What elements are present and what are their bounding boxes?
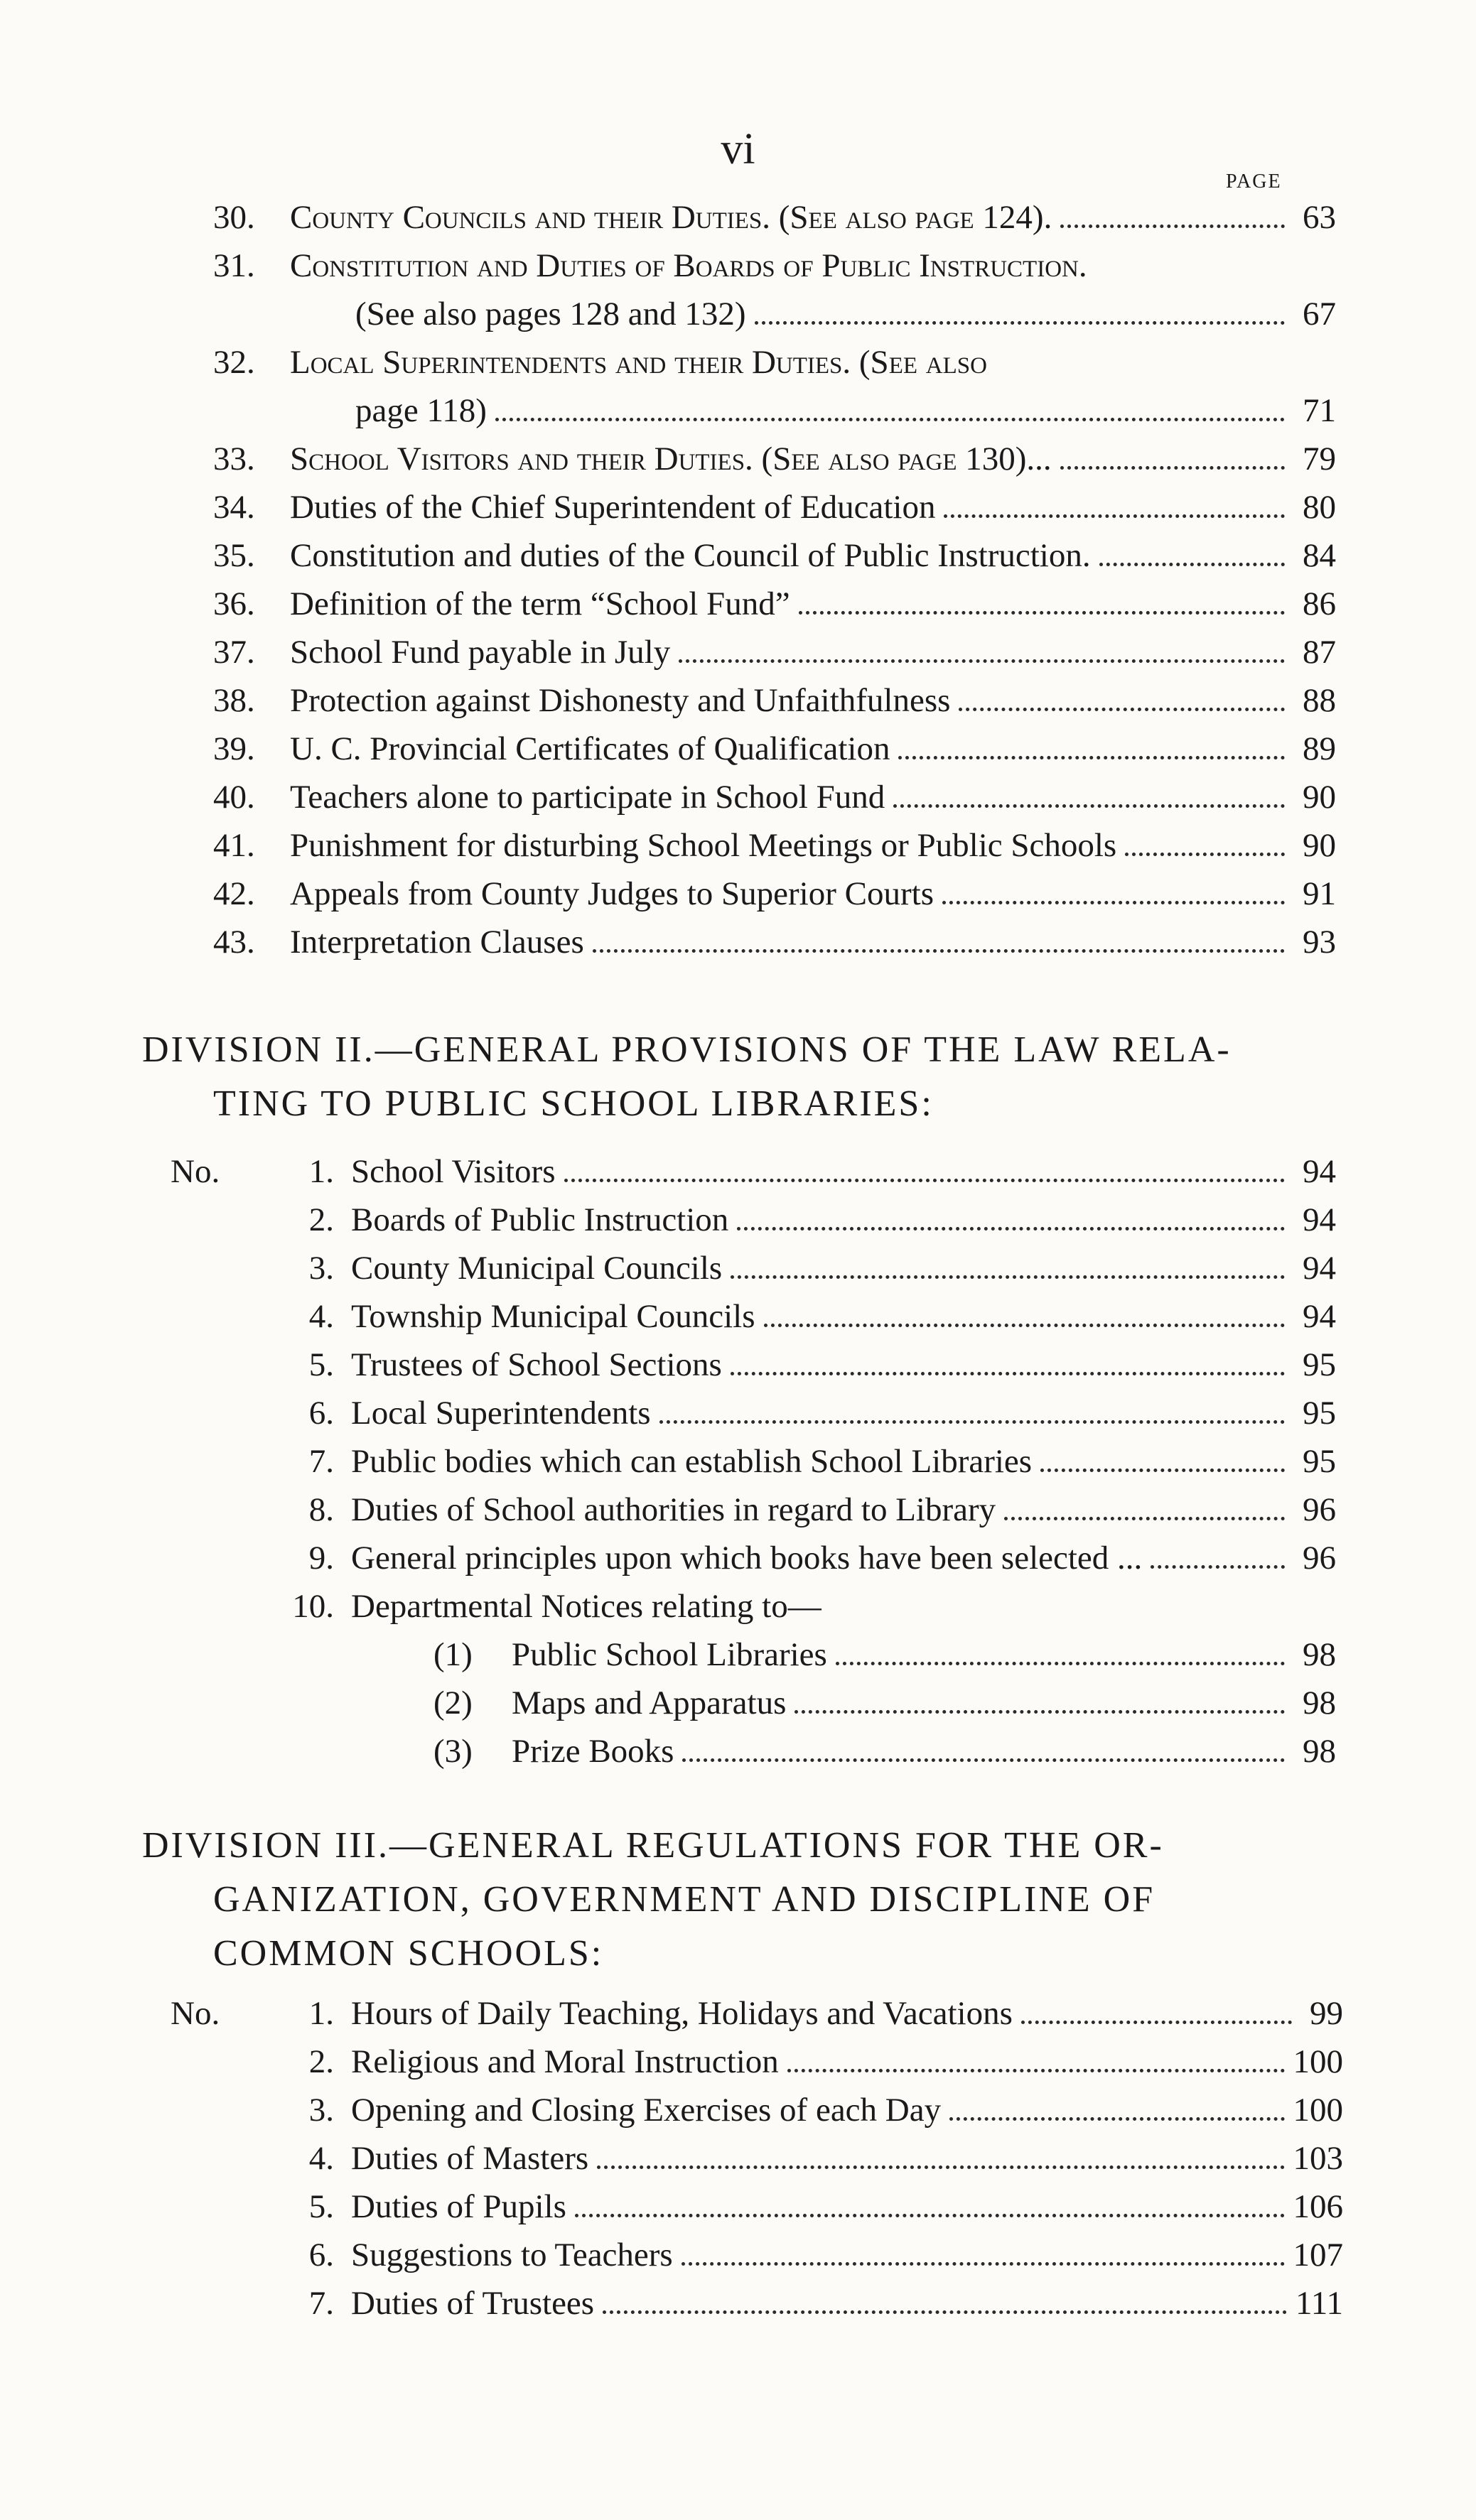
dot-leader (682, 1758, 1285, 1762)
dot-leader (944, 514, 1285, 518)
division-3-heading (142, 1819, 1308, 1981)
entry-title: Appeals from County Judges to Superior Courts (290, 875, 934, 912)
contents-entry (213, 242, 1336, 290)
notice-entry (171, 1679, 1336, 1727)
dot-leader (949, 2117, 1284, 2121)
dot-leader (564, 1179, 1286, 1182)
no-label: No. (171, 1153, 220, 1190)
entry-title: Duties of Masters (351, 2140, 589, 2177)
entry-number: 2. (308, 1201, 334, 1238)
notice-entry (171, 1727, 1336, 1775)
contents-entry (171, 1534, 1336, 1582)
entry-page: 95 (1303, 1346, 1336, 1383)
entry-page: 99 (1310, 1995, 1343, 2032)
contents-entry (171, 1196, 1336, 1244)
entry-number: 32. (213, 344, 255, 381)
entry-title: Punishment for disturbing School Meetings or Public Schools (290, 827, 1117, 864)
entry-page: 91 (1303, 875, 1336, 912)
entry-title: Constitution and duties of the Council of Public Instruction. (290, 537, 1091, 574)
entry-title: Opening and Closing Exercises of each Day (351, 2092, 942, 2129)
dot-leader (1004, 1517, 1285, 1520)
dot-leader (1060, 225, 1285, 228)
entry-title: School Visitors and their Duties. (See also page 130)... (290, 440, 1052, 477)
entry-page: 93 (1303, 924, 1336, 961)
entry-title: Trustees of School Sections (351, 1346, 722, 1383)
entry-title: Duties of School authorities in regard to Library (351, 1491, 996, 1528)
contents-entry (171, 2279, 1343, 2327)
contents-entry (213, 725, 1336, 773)
contents-entry (171, 2134, 1343, 2183)
entry-title: Township Municipal Councils (351, 1298, 755, 1335)
notice-number: (1) (433, 1636, 473, 1673)
entry-page: 106 (1293, 2188, 1343, 2225)
entry-number: 7. (308, 1443, 334, 1480)
entry-title: page 118) (355, 392, 487, 429)
contents-entry (213, 580, 1336, 628)
entry-number: 7. (308, 2285, 334, 2322)
division-3-heading-line1: DIVISION III.—GENERAL REGULATIONS FOR THE OR- (142, 1825, 1164, 1866)
dot-leader (1151, 1565, 1285, 1569)
contents-entry (171, 1147, 1336, 1196)
entry-number: 33. (213, 440, 255, 477)
contents-entry (213, 435, 1336, 483)
page-column-label: PAGE (1226, 171, 1282, 193)
entry-title: Definition of the term “School Fund” (290, 585, 790, 622)
dot-leader (893, 804, 1285, 808)
entry-page: 87 (1303, 634, 1336, 671)
contents-entry (213, 773, 1336, 821)
contents-list-division-3 (171, 1989, 1343, 2327)
entry-title: Boards of Public Instruction (351, 1201, 729, 1238)
entry-number: 30. (213, 199, 255, 236)
division-2-heading-line1: DIVISION II.—GENERAL PROVISIONS OF THE LAW RELA- (142, 1029, 1232, 1070)
notice-number: (2) (433, 1684, 473, 1721)
entry-page: 71 (1303, 392, 1336, 429)
dot-leader (959, 708, 1285, 711)
entry-number: 38. (213, 682, 255, 719)
notice-entry (171, 1631, 1336, 1679)
dot-leader (836, 1662, 1285, 1665)
contents-entry (171, 1989, 1343, 2038)
entry-number: 35. (213, 537, 255, 574)
entry-title: School Visitors (351, 1153, 556, 1190)
dot-leader (898, 756, 1285, 759)
entry-number: 4. (308, 1298, 334, 1335)
entry-number: 2. (308, 2043, 334, 2080)
entry-page: 67 (1303, 296, 1336, 332)
contents-entry (213, 483, 1336, 531)
entry-number: 42. (213, 875, 255, 912)
entry-number: 6. (308, 2237, 334, 2273)
entry-page: 107 (1293, 2237, 1343, 2273)
entry-number: 6. (308, 1395, 334, 1432)
entry-page: 96 (1303, 1540, 1336, 1577)
contents-entry (171, 1292, 1336, 1341)
entry-number: 5. (308, 2188, 334, 2225)
dot-leader (764, 1324, 1285, 1327)
entry-page: 111 (1295, 2285, 1343, 2322)
entry-number: 5. (308, 1346, 334, 1383)
entry-title: Public bodies which can establish School Libraries (351, 1443, 1033, 1480)
entry-title: Duties of Trustees (351, 2285, 595, 2322)
page-number: vi (721, 125, 755, 173)
dot-leader (1125, 853, 1285, 856)
entry-page: 94 (1303, 1298, 1336, 1335)
contents-entry (213, 290, 1336, 338)
contents-entry (213, 821, 1336, 870)
dot-leader (593, 949, 1285, 953)
dot-leader (737, 1227, 1285, 1231)
entry-title: General principles upon which books have been selected ... (351, 1540, 1143, 1577)
contents-entry (213, 676, 1336, 725)
division-2-heading (142, 1023, 1308, 1131)
contents-entry (171, 1244, 1336, 1292)
contents-entry (171, 1389, 1336, 1437)
entry-title: Hours of Daily Teaching, Holidays and Vacations (351, 1995, 1013, 2032)
entry-page: 95 (1303, 1395, 1336, 1432)
division-3-heading-line2: GANIZATION, GOVERNMENT AND DISCIPLINE OF (213, 1879, 1156, 1920)
dot-leader (603, 2310, 1287, 2314)
entry-title: County Councils and their Duties. (See also page 124). (290, 199, 1052, 236)
entry-page: 84 (1303, 537, 1336, 574)
entry-title: Suggestions to Teachers (351, 2237, 673, 2273)
division-3-heading-line3: COMMON SCHOOLS: (213, 1933, 604, 1974)
contents-entry (171, 1486, 1336, 1534)
entry-title: Protection against Dishonesty and Unfaithfulness (290, 682, 951, 719)
notice-page: 98 (1303, 1636, 1336, 1673)
entry-page: 90 (1303, 779, 1336, 816)
entry-title: County Municipal Councils (351, 1250, 723, 1287)
entry-number: 36. (213, 585, 255, 622)
entry-number: 40. (213, 779, 255, 816)
notice-page: 98 (1303, 1684, 1336, 1721)
entry-title: Duties of the Chief Superintendent of Education (290, 489, 936, 526)
dot-leader (597, 2165, 1284, 2169)
entry-title: (See also pages 128 and 132) (355, 296, 746, 332)
dot-leader (731, 1275, 1285, 1279)
entry-number: 39. (213, 730, 255, 767)
entry-number: 43. (213, 924, 255, 961)
entry-number: 8. (308, 1491, 334, 1528)
dot-leader (731, 1372, 1285, 1375)
entry-number: 9. (308, 1540, 334, 1577)
entry-page: 94 (1303, 1250, 1336, 1287)
entry-title: Departmental Notices relating to— (351, 1588, 822, 1625)
entry-page: 88 (1303, 682, 1336, 719)
entry-page: 94 (1303, 1153, 1336, 1190)
entry-number: 31. (213, 247, 255, 284)
contents-entry (213, 870, 1336, 918)
contents-list-division-2 (171, 1147, 1336, 1775)
entry-page: 100 (1293, 2043, 1343, 2080)
dot-leader (679, 659, 1285, 663)
notice-title: Public School Libraries (512, 1636, 827, 1673)
dot-leader (575, 2214, 1285, 2217)
entry-title: School Fund payable in July (290, 634, 671, 671)
entry-page: 94 (1303, 1201, 1336, 1238)
entry-number: 4. (308, 2140, 334, 2177)
entry-title: Duties of Pupils (351, 2188, 566, 2225)
entry-page: 79 (1303, 440, 1336, 477)
entry-page: 100 (1293, 2092, 1343, 2129)
entry-title: Local Superintendents and their Duties. (See also (290, 344, 987, 381)
entry-page: 89 (1303, 730, 1336, 767)
entry-title: Constitution and Duties of Boards of Public Instruction. (290, 247, 1087, 284)
entry-number: 41. (213, 827, 255, 864)
notice-title: Maps and Apparatus (512, 1684, 787, 1721)
dot-leader (659, 1420, 1285, 1424)
contents-entry (171, 2086, 1343, 2134)
contents-entry (213, 386, 1336, 435)
entry-page: 103 (1293, 2140, 1343, 2177)
entry-page: 80 (1303, 489, 1336, 526)
notice-number: (3) (433, 1733, 473, 1770)
entry-number: 10. (292, 1588, 334, 1625)
no-label: No. (171, 1995, 220, 2032)
entry-title: Interpretation Clauses (290, 924, 584, 961)
dot-leader (1021, 2021, 1292, 2024)
notice-page: 98 (1303, 1733, 1336, 1770)
contents-entry (171, 1582, 1336, 1631)
entry-title: Religious and Moral Instruction (351, 2043, 779, 2080)
entry-title: Teachers alone to participate in School Fund (290, 779, 885, 816)
entry-page: 90 (1303, 827, 1336, 864)
entry-number: 37. (213, 634, 255, 671)
dot-leader (1040, 1469, 1285, 1472)
entry-page: 96 (1303, 1491, 1336, 1528)
contents-entry (171, 2231, 1343, 2279)
contents-entry (171, 2038, 1343, 2086)
dot-leader (1060, 466, 1285, 470)
dot-leader (495, 418, 1285, 421)
entry-number: 1. (308, 1995, 334, 2032)
dot-leader (787, 2069, 1285, 2072)
notice-title: Prize Books (512, 1733, 674, 1770)
dot-leader (1099, 563, 1285, 566)
dot-leader (794, 1710, 1285, 1714)
contents-entry (213, 628, 1336, 676)
entry-page: 95 (1303, 1443, 1336, 1480)
dot-leader (682, 2262, 1285, 2266)
contents-list-part1 (213, 193, 1336, 966)
contents-entry (213, 531, 1336, 580)
contents-entry (213, 338, 1336, 386)
entry-title: U. C. Provincial Certificates of Qualification (290, 730, 890, 767)
division-2-heading-line2: TING TO PUBLIC SCHOOL LIBRARIES: (213, 1083, 934, 1124)
contents-entry (171, 1341, 1336, 1389)
entry-number: 3. (308, 1250, 334, 1287)
entry-page: 63 (1303, 199, 1336, 236)
contents-entry (171, 1437, 1336, 1486)
dot-leader (942, 901, 1285, 904)
contents-entry (171, 2183, 1343, 2231)
entry-page: 86 (1303, 585, 1336, 622)
entry-title: Local Superintendents (351, 1395, 651, 1432)
contents-entry (213, 918, 1336, 966)
dot-leader (799, 611, 1285, 615)
entry-number: 1. (308, 1153, 334, 1190)
dot-leader (755, 321, 1286, 325)
entry-number: 3. (308, 2092, 334, 2129)
entry-number: 34. (213, 489, 255, 526)
contents-entry (213, 193, 1336, 242)
